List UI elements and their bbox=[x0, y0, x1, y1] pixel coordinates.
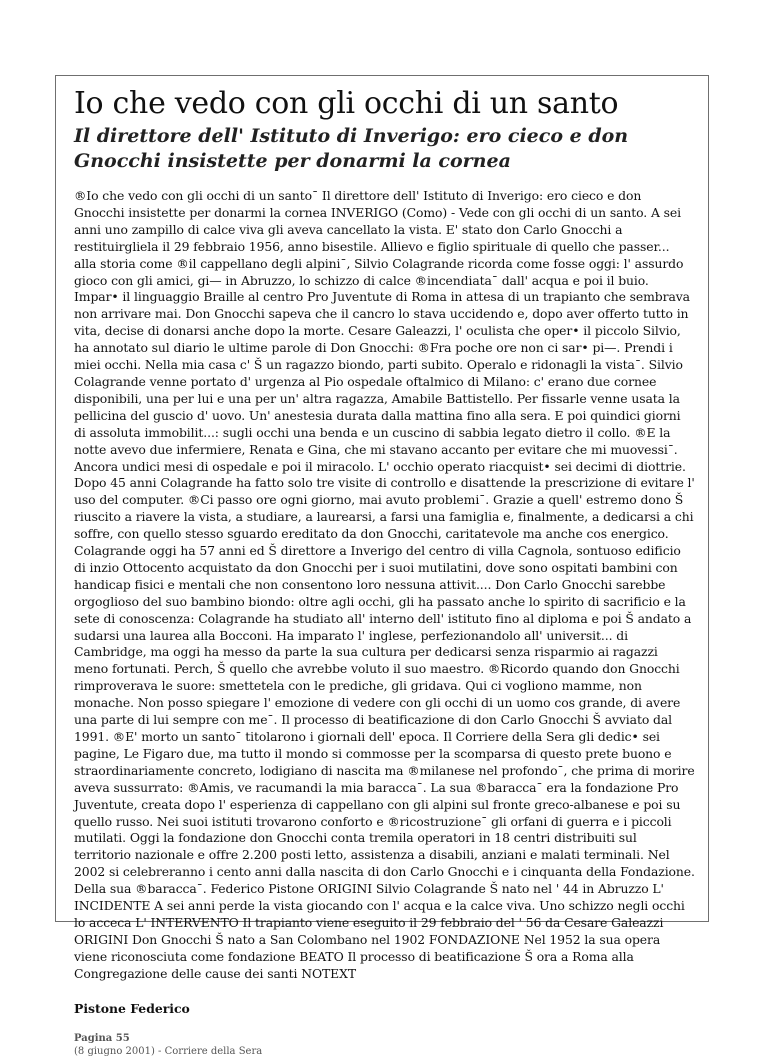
article-content bbox=[56, 76, 708, 1058]
article-body: ®Io che vedo con gli occhi di un santo¯ Il direttore dell' Istituto di Inverigo: ero cieco e don Gnocchi insistette per donarmi la cornea INVERIGO (Como) - Vede con gli occhi di un santo. A sei anni uno zampillo di calce viva gli aveva cancellato la vista. E' stato don Carlo Gnocchi a restituirgliela il 29 febbraio 1956, anno bisestile. Allievo e figlio spirituale di quello che passer... alla storia come ®il cappellano degli alpini¯, Silvio Colagrande ricorda come fosse oggi: l' assurdo gioco con gli amici, gi— in Abruzzo, lo schizzo di calce ®incendiata¯ dall' acqua e poi il buio. Impar• il linguaggio Braille al centro Pro Juventute di Roma in attesa di un trapianto che sembrava non arrivare mai. Don Gnocchi sapeva che il cancro lo stava uccidendo e, dopo aver offerto tutto in vita, decise di donarsi anche dopo la morte. Cesare Galeazzi, l' oculista che oper• il piccolo Silvio, ha annotato sul diario le ultime parole di Don Gnocchi: ®Fra poche ore non ci sar• pi—. Prendi i miei occhi. Nella mia casa c' Š un ragazzo biondo, parti subito. Operalo e ridonagli la vista¯. Silvio Colagrande venne portato d' urgenza al Pio ospedale oftalmico di Milano: c' erano due cornee disponibili, una per lui e una per un' altra ragazza, Amabile Battistello. Per fissarle venne usata la pellicina del guscio d' uovo. Un' anestesia durata dalla mattina fino alla sera. E poi quindici giorni di assoluta immobilit...: sugli occhi una benda e un cuscino di sabbia legato dietro il collo. ®E la notte avevo due infermiere, Renata e Gina, che mi stavano accanto per evitare che mi muovessi¯. Ancora undici mesi di ospedale e poi il miracolo. L' occhio operato riacquist• sei decimi di diottrie. Dopo 45 anni Colagrande ha fatto solo tre visite di controllo e disattende la prescrizione di evitare l' uso del computer. ®Ci passo ore ogni giorno, mai avuto problemi¯. Grazie a quell' estremo dono Š riuscito a riavere la vista, a studiare, a laurearsi, a farsi una famiglia e, finalmente, a dedicarsi a chi soffre, con quello stesso sguardo ereditato da don Gnocchi, caritatevole ma anche cos energico. Colagrande oggi ha 57 anni ed Š direttore a Inverigo del centro di villa Cagnola, sontuoso edificio di inzio Ottocento acquistato da don Gnocchi per i suoi mutilatini, dove sono ospitati bambini con handicap fisici e mentali che non consentono loro nessuna attivit.... Don Carlo Gnocchi sarebbe orgoglioso del suo bambino biondo: oltre agli occhi, gli ha passato anche lo spirito di sacrificio e la sete di conoscenza: Colagrande ha studiato all' interno dell' istituto fino al diploma e poi Š andato a sudarsi una laurea alla Bocconi. Ha imparato l' inglese, perfezionandolo all' universit... di Cambridge, ma oggi ha messo da parte la sua cultura per dedicarsi senza risparmio ai ragazzi meno fortunati. Perch, Š quello che avrebbe voluto il suo maestro. ®Ricordo quando don Gnocchi rimproverava le suore: smettetela con le prediche, gli gridava. Qui ci vogliono mamme, non monache. Non posso spiegare l' emozione di vedere con gli occhi di un uomo cos grande, di avere una parte di lui sempre con me¯. Il processo di beatificazione di don Carlo Gnocchi Š avviato dal 1991. ®E' morto un santo¯ titolarono i giornali dell' epoca. Il Corriere della Sera gli dedic• sei pagine, Le Figaro due, ma tutto il mondo si commosse per la scomparsa di questo prete buono e straordinariamente concreto, lodigiano di nascita ma ®milanese nel profondo¯, che prima di morire aveva sussurrato: ®Amis, ve racumandi la mia baracca¯. La sua ®baracca¯ era la fondazione Pro Juventute, creata dopo l' esperienza di cappellano con gli alpini sul fronte greco-albanese e poi su quello russo. Nei suoi istituti trovarono conforto e ®ricostruzione¯ gli orfani di guerra e i piccoli mutilati. Oggi la fondazione don Gnocchi conta tremila operatori in 18 centri distribuiti sul territorio nazionale e offre 2.200 posti letto, assistenza a disabili, anziani e malati terminali. Nel 2002 si celebreranno i cento anni dalla nascita di don Carlo Gnocchi e i cinquanta della Fondazione. Della sua ®baracca¯. Federico Pistone ORIGINI Silvio Colagrande Š nato nel ' 44 in Abruzzo L' INCIDENTE A sei anni perde la vista giocando con l' acqua e la calce viva. Uno schizzo negli occhi lo acceca L' INTERVENTO Il trapianto viene eseguito il 29 febbraio del ' 56 da Cesare Galeazzi ORIGINI Don Gnocchi Š nato a San Colombano nel 1902 FONDAZIONE Nel 1952 la sua opera viene riconosciuta come fondazione BEATO Il processo di beatificazione Š ora a Roma alla Congregazione delle cause dei santi NOTEXT bbox=[74, 188, 695, 981]
article-title: Io che vedo con gli occhi di un santo bbox=[74, 86, 619, 121]
article-frame bbox=[55, 75, 709, 1057]
source-line: (8 giugno 2001) - Corriere della Sera bbox=[74, 1045, 263, 1057]
page-number: Pagina 55 bbox=[74, 1032, 130, 1044]
article-author: Pistone Federico bbox=[74, 1000, 190, 1016]
article-subtitle: Il direttore dell' Istituto di Inverigo: ero cieco e don Gnocchi insistette per donarmi la cornea bbox=[74, 125, 629, 172]
